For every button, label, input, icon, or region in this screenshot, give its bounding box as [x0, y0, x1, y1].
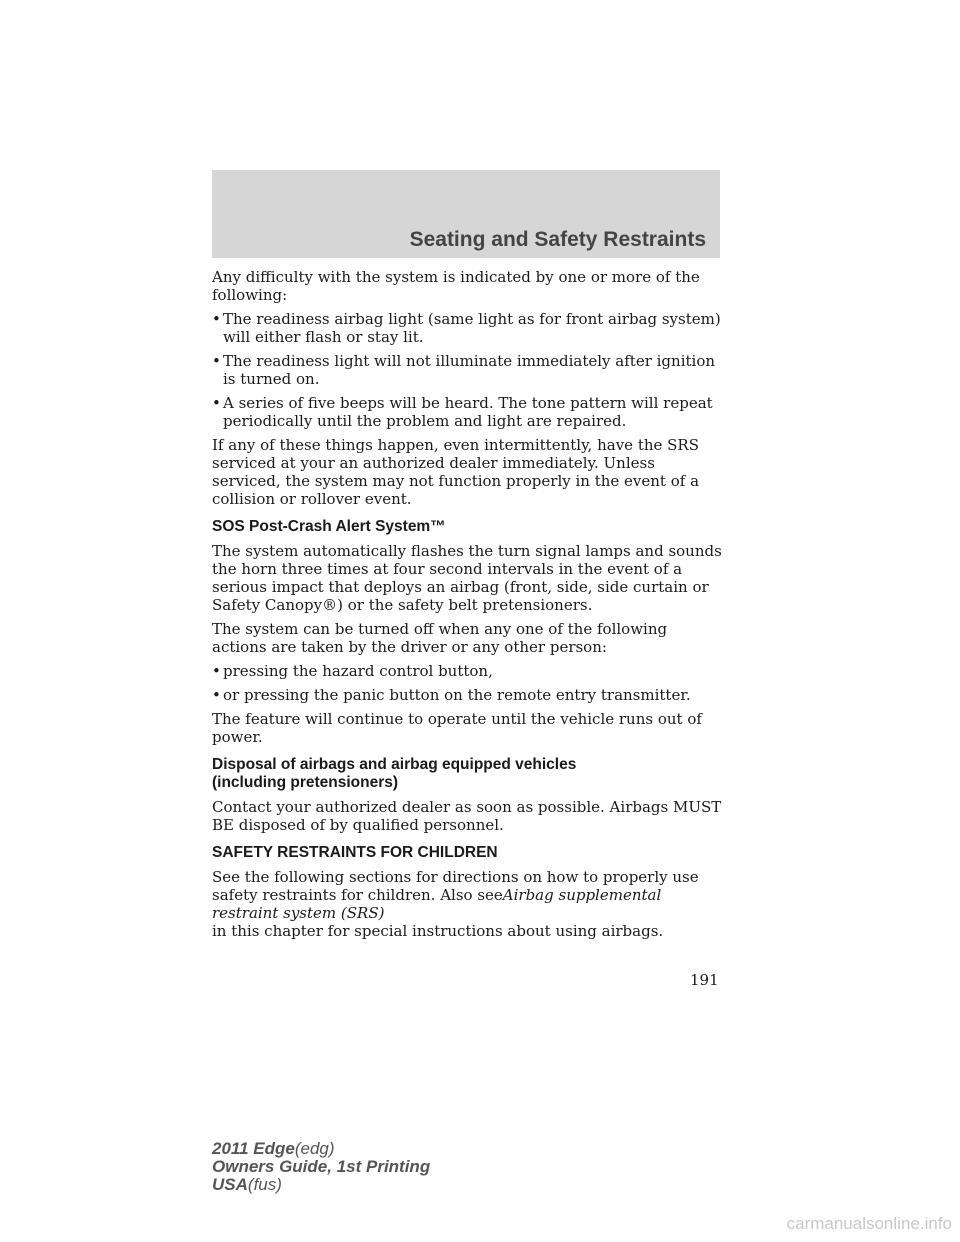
page-number: 191 — [690, 971, 719, 989]
list-item-text: A series of five beeps will be heard. The tone pattern will repeat periodically until the problem and light are repaired. — [223, 394, 713, 430]
children-paragraph — [212, 868, 724, 940]
list-item — [212, 662, 724, 680]
bullet-icon: • — [212, 310, 221, 328]
list-item-text: pressing the hazard control button, — [223, 662, 493, 680]
footer-region-code: (fus) — [247, 1175, 282, 1194]
children-text-start: See the following sections for directions on how to properly use safety restraints for children. Also see — [212, 868, 699, 904]
disposal-paragraph: Contact your authorized dealer as soon as possible. Airbags MUST BE disposed of by qualified personnel. — [212, 798, 722, 834]
bullet-icon: • — [212, 352, 221, 370]
footer-model-code: (edg) — [294, 1139, 335, 1158]
srs-service-paragraph: If any of these things happen, even intermittently, have the SRS serviced at your an authorized dealer immediately. Unless serviced, the system may not function properly in the event of a collision or rollover event. — [212, 436, 700, 508]
list-item — [212, 394, 724, 430]
list-item — [212, 310, 724, 346]
chapter-title: Seating and Safety Restraints — [409, 228, 706, 251]
watermark: carmanualsonline.info — [786, 1214, 952, 1233]
sos-power-paragraph: The feature will continue to operate until the vehicle runs out of power. — [212, 710, 702, 746]
page-content — [212, 268, 724, 946]
footer-region: USA — [212, 1175, 248, 1194]
airbag-srs-reference: Airbag supplemental restraint system (SRS) — [212, 886, 662, 922]
bullet-icon: • — [212, 394, 221, 412]
print-footer — [212, 1140, 430, 1194]
bullet-icon: • — [212, 662, 221, 680]
footer-printing: Owners Guide, 1st Printing — [212, 1157, 431, 1176]
intro-paragraph: Any difficulty with the system is indicated by one or more of the following: — [212, 268, 700, 304]
sos-heading: SOS Post-Crash Alert System™ — [212, 518, 446, 535]
sos-paragraph: The system automatically flashes the turn signal lamps and sounds the horn three times at four second intervals in the event of a serious impact that deploys an airbag (front, side, side curtain or Safety Canopy®) or the safety belt pretensioners. — [212, 542, 722, 614]
children-heading: SAFETY RESTRAINTS FOR CHILDREN — [212, 844, 498, 861]
list-item — [212, 686, 724, 704]
bullet-icon: • — [212, 686, 221, 704]
list-item-text: The readiness airbag light (same light as for front airbag system) will either flash or stay lit. — [223, 310, 721, 346]
chapter-header-band — [212, 170, 720, 258]
disposal-heading-line1: Disposal of airbags and airbag equipped vehicles — [212, 756, 577, 773]
list-item — [212, 352, 724, 388]
children-text-end: in this chapter for special instructions about using airbags. — [212, 922, 664, 940]
disposal-heading — [212, 756, 724, 792]
list-item-text: or pressing the panic button on the remote entry transmitter. — [223, 686, 691, 704]
footer-model: 2011 Edge — [212, 1139, 295, 1158]
sos-turn-off-paragraph: The system can be turned off when any one of the following actions are taken by the driver or any other person: — [212, 620, 668, 656]
list-item-text: The readiness light will not illuminate immediately after ignition is turned on. — [223, 352, 716, 388]
disposal-heading-line2: (including pretensioners) — [212, 774, 399, 791]
